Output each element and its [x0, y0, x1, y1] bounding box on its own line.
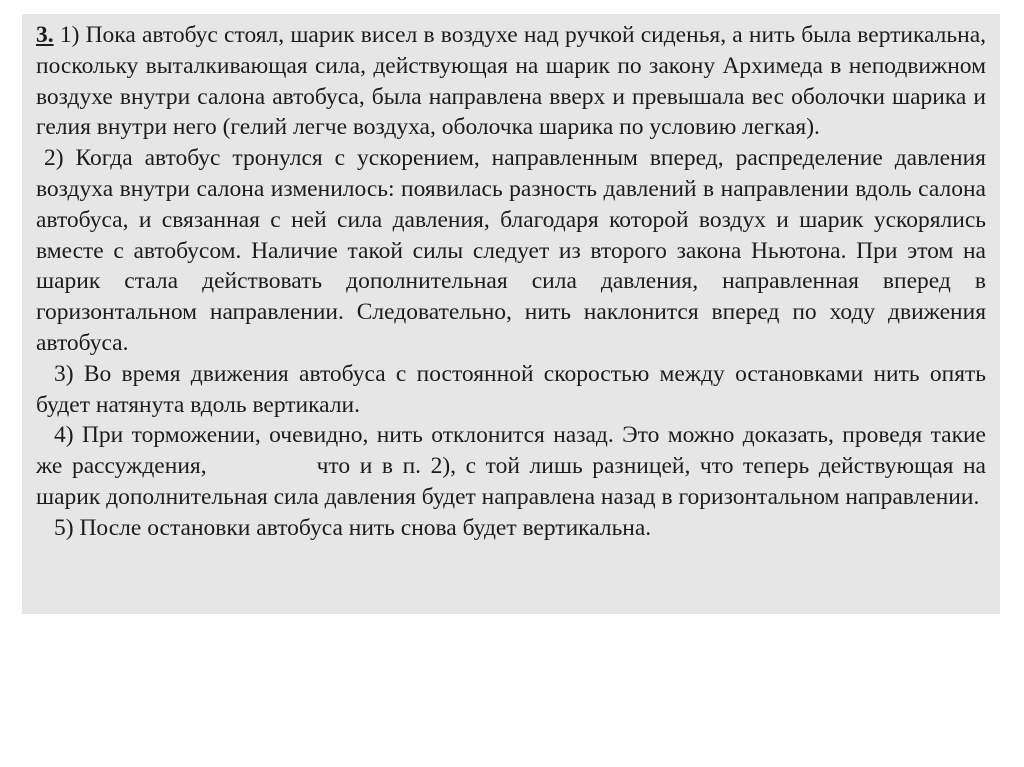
- paragraph-4-text-end: что и в п. 2), с той лишь разницей, что теперь действующая на шарик дополнительная сила давления будет направлена назад в горизонтальном направлении.: [36, 453, 986, 510]
- paragraph-1: [36, 20, 986, 143]
- paragraph-4: [36, 420, 986, 512]
- paragraph-5-text: 5) После остановки автобуса нить снова будет вертикальна.: [54, 514, 652, 541]
- problem-number: 3.: [36, 22, 54, 48]
- solution-text-block: [22, 14, 1000, 614]
- paragraph-3: [36, 359, 986, 421]
- paragraph-1-text: 1) Пока автобус стоял, шарик висел в воздухе над ручкой сиденья, а нить была вертикальна, поскольку выталкивающая сила, действующая на шарик по закону Архимеда в неподвижном воздухе внутри салона автобуса, была направлена вверх и превышала вес оболочки шарика и гелия внутри него (гелий легче воздуха, оболочка шарика по условию легкая).: [36, 22, 987, 141]
- paragraph-2-text: 2) Когда автобус тронулся с ускорением, направленным вперед, распределение давления воздуха внутри салона изменилось: появилась разность давлений в направлении вдоль салона автобуса, и связанная с ней сила давления, благодаря которой воздух и шарик ускорялись вместе с автобусом. Наличие такой силы следует из второго закона Ньютона. При этом на шарик стала действовать дополнительная сила давления, направленная вперед в горизонтальном направлении. Следовательно, нить наклонится вперед по ходу движения автобуса.: [36, 145, 986, 356]
- paragraph-5: [36, 513, 986, 544]
- paragraph-3-text: 3) Во время движения автобуса с постоянной скоростью между остановками нить опять будет натянута вдоль вертикали.: [36, 360, 986, 418]
- paragraph-4-text-start: 4) При торможении, очевидно, нить отклонится назад. Это можно доказать, проведя такие же рассуждения,: [36, 422, 986, 480]
- paragraph-2: [36, 143, 986, 359]
